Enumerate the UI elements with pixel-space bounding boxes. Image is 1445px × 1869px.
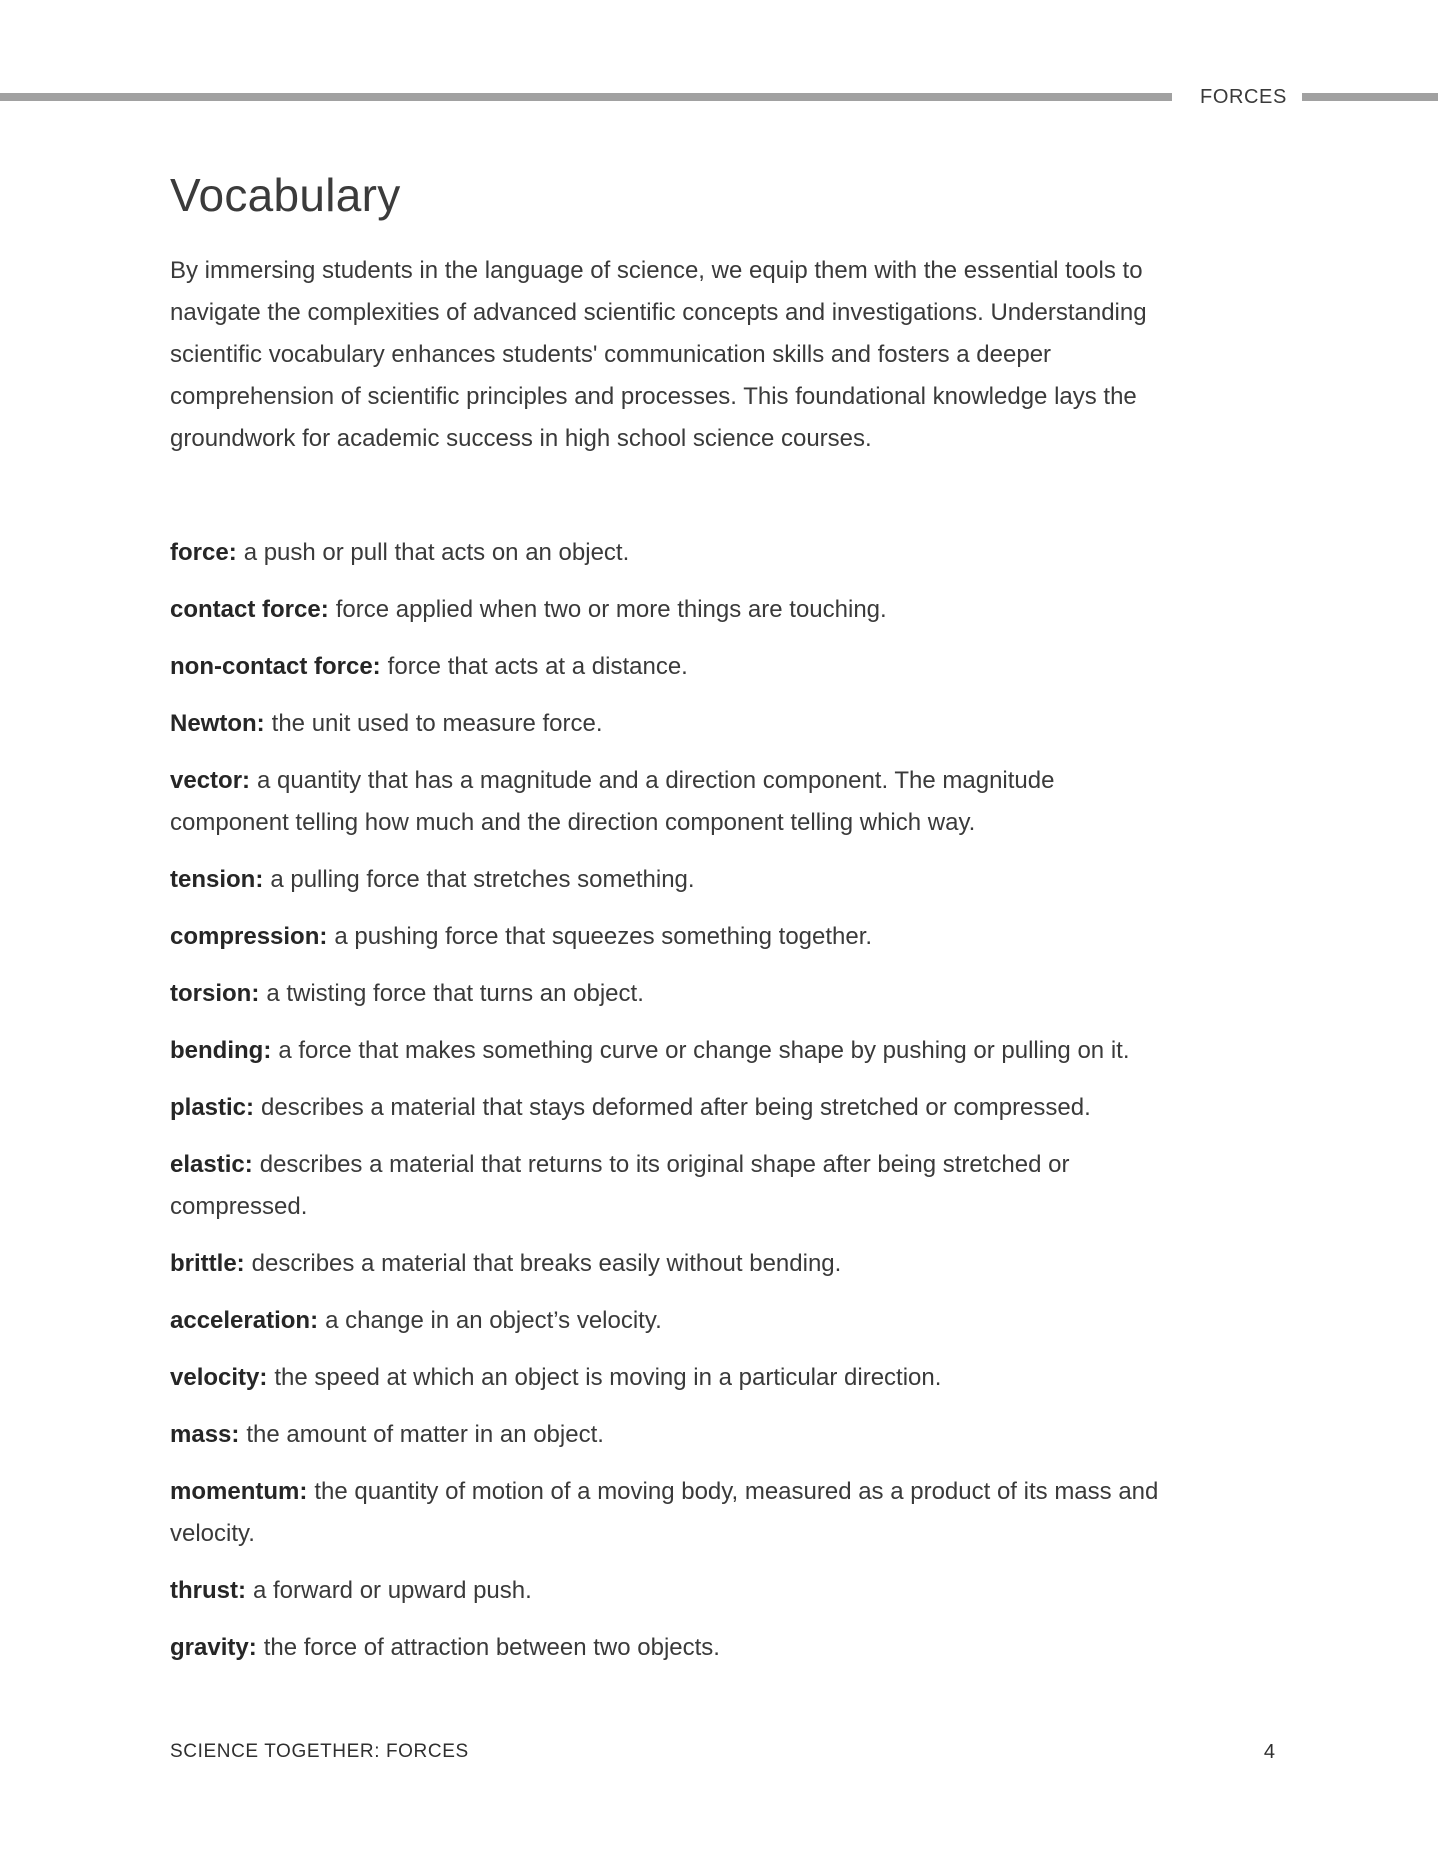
vocab-definition: a twisting force that turns an object. — [266, 980, 644, 1007]
vocab-definition: a force that makes something curve or change shape by pushing or pulling on it. — [278, 1037, 1130, 1064]
vocab-entry-brittle — [170, 1243, 1255, 1285]
intro-line: comprehension of scientific principles and processes. This foundational knowledge lays the — [170, 383, 1137, 410]
vocab-term: momentum: — [170, 1478, 308, 1505]
vocab-term: thrust: — [170, 1577, 246, 1604]
vocab-definition: the speed at which an object is moving in a particular direction. — [274, 1364, 942, 1391]
intro-line: scientific vocabulary enhances students' communication skills and fosters a deeper — [170, 341, 1052, 368]
vocab-definition: the amount of matter in an object. — [246, 1421, 604, 1448]
footer-book-title: SCIENCE TOGETHER: FORCES — [170, 1741, 469, 1762]
vocab-definition: a change in an object’s velocity. — [325, 1307, 662, 1334]
vocab-term: torsion: — [170, 980, 260, 1007]
vocab-definition: the unit used to measure force. — [271, 710, 603, 737]
intro-line: By immersing students in the language of science, we equip them with the essential tools to — [170, 257, 1143, 284]
vocab-entry-plastic — [170, 1087, 1255, 1129]
vocab-entry-force — [170, 532, 1255, 574]
vocab-entry-contact-force — [170, 589, 1255, 631]
vocab-entry-momentum — [170, 1471, 1255, 1555]
vocab-entry-newton — [170, 703, 1255, 745]
vocab-definition: a pushing force that squeezes something together. — [334, 923, 873, 950]
vocab-term: plastic: — [170, 1094, 255, 1121]
header-section-label: FORCES — [1200, 86, 1287, 108]
vocab-definition: force that acts at a distance. — [387, 653, 688, 680]
vocab-term: non-contact force: — [170, 653, 381, 680]
vocab-term: contact force: — [170, 596, 329, 623]
vocab-term: compression: — [170, 923, 328, 950]
intro-line: navigate the complexities of advanced scientific concepts and investigations. Understanding — [170, 299, 1147, 326]
vocab-entry-bending — [170, 1030, 1255, 1072]
vocab-entry-tension — [170, 859, 1255, 901]
vocab-definition: a pulling force that stretches something. — [270, 866, 695, 893]
vocab-entry-torsion — [170, 973, 1255, 1015]
vocab-term: bending: — [170, 1037, 272, 1064]
vocab-term: force: — [170, 539, 237, 566]
vocab-term: brittle: — [170, 1250, 245, 1277]
vocab-definition: the force of attraction between two objects. — [263, 1634, 720, 1661]
footer-page-number: 4 — [1263, 1741, 1275, 1763]
vocab-term: gravity: — [170, 1634, 257, 1661]
vocab-entry-vector — [170, 760, 1255, 844]
vocab-definition: force applied when two or more things are touching. — [335, 596, 887, 623]
vocab-definition: a quantity that has a magnitude and a direction component. The magnitude — [257, 767, 1055, 794]
vocab-entry-acceleration — [170, 1300, 1255, 1342]
vocab-entry-non-contact-force — [170, 646, 1255, 688]
vocab-entry-velocity — [170, 1357, 1255, 1399]
vocab-term: elastic: — [170, 1151, 253, 1178]
vocab-entry-mass — [170, 1414, 1255, 1456]
vocab-term: mass: — [170, 1421, 240, 1448]
page-title: Vocabulary — [170, 169, 401, 221]
vocab-entry-elastic — [170, 1144, 1255, 1228]
vocab-definition-line2: velocity. — [170, 1520, 255, 1547]
vocab-definition-line2: compressed. — [170, 1193, 308, 1220]
vocab-definition: describes a material that stays deformed after being stretched or compressed. — [261, 1094, 1091, 1121]
vocab-entry-compression — [170, 916, 1255, 958]
intro-paragraph — [170, 250, 1255, 460]
vocab-definition: a push or pull that acts on an object. — [243, 539, 630, 566]
intro-line: groundwork for academic success in high school science courses. — [170, 425, 872, 452]
vocab-term: acceleration: — [170, 1307, 319, 1334]
vocab-term: tension: — [170, 866, 264, 893]
vocab-term: vector: — [170, 767, 251, 794]
vocab-definition: the quantity of motion of a moving body, measured as a product of its mass and — [314, 1478, 1159, 1505]
page-content — [170, 0, 1255, 1684]
vocab-definition-line2: component telling how much and the direction component telling which way. — [170, 809, 976, 836]
vocab-entry-gravity — [170, 1627, 1255, 1669]
header-rule-right — [1302, 93, 1438, 101]
vocab-list — [170, 532, 1255, 1669]
vocab-term: velocity: — [170, 1364, 268, 1391]
vocab-entry-thrust — [170, 1570, 1255, 1612]
vocab-term: Newton: — [170, 710, 265, 737]
vocab-definition: describes a material that breaks easily without bending. — [251, 1250, 842, 1277]
vocab-definition: describes a material that returns to its original shape after being stretched or — [259, 1151, 1070, 1178]
vocab-definition: a forward or upward push. — [252, 1577, 532, 1604]
